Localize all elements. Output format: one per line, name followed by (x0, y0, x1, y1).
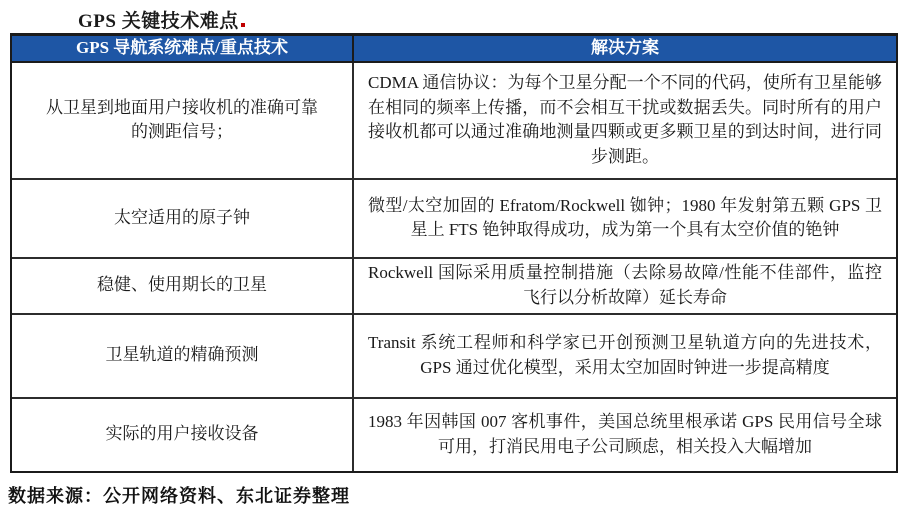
difficulty-cell: 从卫星到地面用户接收机的准确可靠的测距信号； (12, 63, 354, 178)
page-title (78, 6, 245, 33)
gps-difficulties-table (10, 33, 898, 473)
difficulty-cell: 稳健、使用期长的卫星 (12, 259, 354, 313)
data-source-note: 数据来源：公开网络资料、东北证券整理 (8, 486, 350, 506)
difficulty-cell: 太空适用的原子钟 (12, 180, 354, 257)
header-cell-difficulty: GPS 导航系统难点/重点技术 (12, 36, 354, 61)
table-row (12, 63, 896, 180)
solution-text: Transit 系统工程师和科学家已开创预测卫星轨道方向的先进技术，GPS 通过优化模型，采用太空加固时钟进一步提高精度 (368, 333, 882, 377)
solution-text: 1983 年因韩国 007 客机事件，美国总统里根承诺 GPS 民用信号全球可用，打消民用电子公司顾虑，相关投入大幅增加 (368, 412, 882, 456)
header-cell-solution: 解决方案 (591, 38, 659, 57)
table-row (12, 180, 896, 259)
solution-text: CDMA 通信协议：为每个卫星分配一个不同的代码，使所有卫星能够在相同的频率上传播，而不会相互干扰或数据丢失。同时所有的用户接收机都可以通过准确地测量四颗或更多颗卫星的到达时间，进行同步测距。 (368, 73, 882, 166)
solution-cell (354, 63, 896, 178)
title-red-dot (241, 23, 245, 27)
table-row (12, 399, 896, 471)
difficulty-cell: 实际的用户接收设备 (12, 399, 354, 471)
table-row (12, 315, 896, 399)
solution-cell (354, 315, 896, 397)
solution-text: 微型/太空加固的 Efratom/Rockwell 铷钟；1980 年发射第五颗 GPS 卫星上 FTS 铯钟取得成功，成为第一个具有太空价值的铯钟 (368, 195, 882, 239)
solution-cell (354, 399, 896, 471)
solution-text: Rockwell 国际采用质量控制措施（去除易故障/性能不佳部件，监控飞行以分析故障）延长寿命 (368, 263, 882, 307)
solution-cell (354, 259, 896, 313)
table-header-row (12, 36, 896, 63)
page-title-text: GPS 关键技术难点 (78, 11, 239, 32)
table-row (12, 259, 896, 315)
solution-cell (354, 180, 896, 257)
difficulty-cell: 卫星轨道的精确预测 (12, 315, 354, 397)
